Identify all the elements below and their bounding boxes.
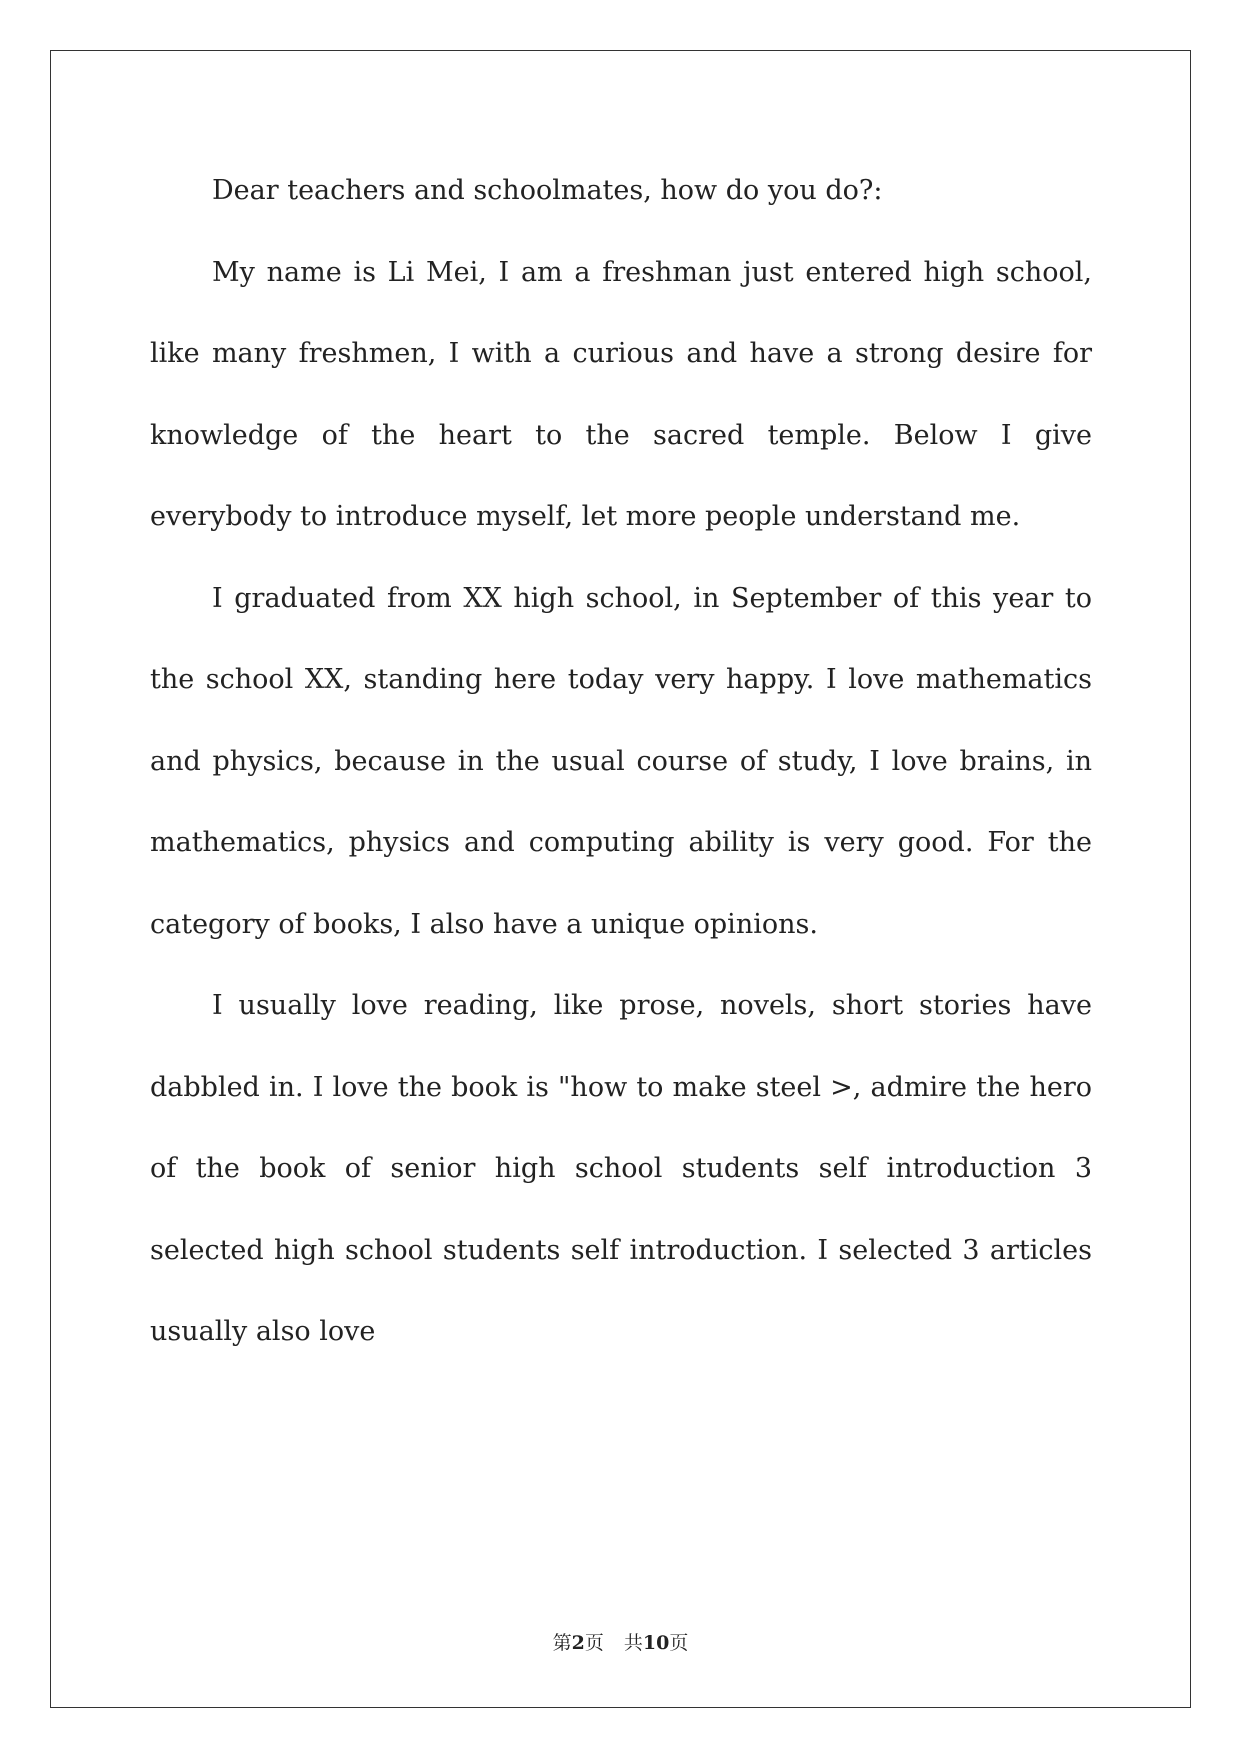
current-page-number: 2 xyxy=(571,1632,585,1654)
paragraph-education: I graduated from XX high school, in September of this year to the school XX, standing here today very happy. I love mathematics and physics, because in the usual course of study, I love brains, in mathematics, physics and computing ability is very good. For the category of books, I also have a unique opinions. xyxy=(150,582,1092,940)
paragraph-introduction: My name is Li Mei, I am a freshman just entered high school, like many freshmen, I with a curious and have a strong desire for knowledge of the heart to the sacred temple. Below I give everybody to introduce myself, let more people understand me. xyxy=(150,256,1092,532)
page-number-footer xyxy=(0,1628,1241,1655)
document-body xyxy=(150,150,1092,1373)
total-prefix: 共 xyxy=(623,1632,643,1654)
paragraph-greeting: Dear teachers and schoolmates, how do you do?: xyxy=(212,175,883,206)
total-suffix: 页 xyxy=(669,1632,689,1654)
page-prefix: 第 xyxy=(552,1632,572,1654)
paragraph-reading: I usually love reading, like prose, novels, short stories have dabbled in. I love the book is "how to make steel >, admire the hero of the book of senior high school students self introduction 3 selected high school students self introduction. I selected 3 articles usually also love xyxy=(150,990,1092,1347)
page-suffix: 页 xyxy=(584,1632,604,1654)
total-page-count: 10 xyxy=(642,1632,670,1654)
